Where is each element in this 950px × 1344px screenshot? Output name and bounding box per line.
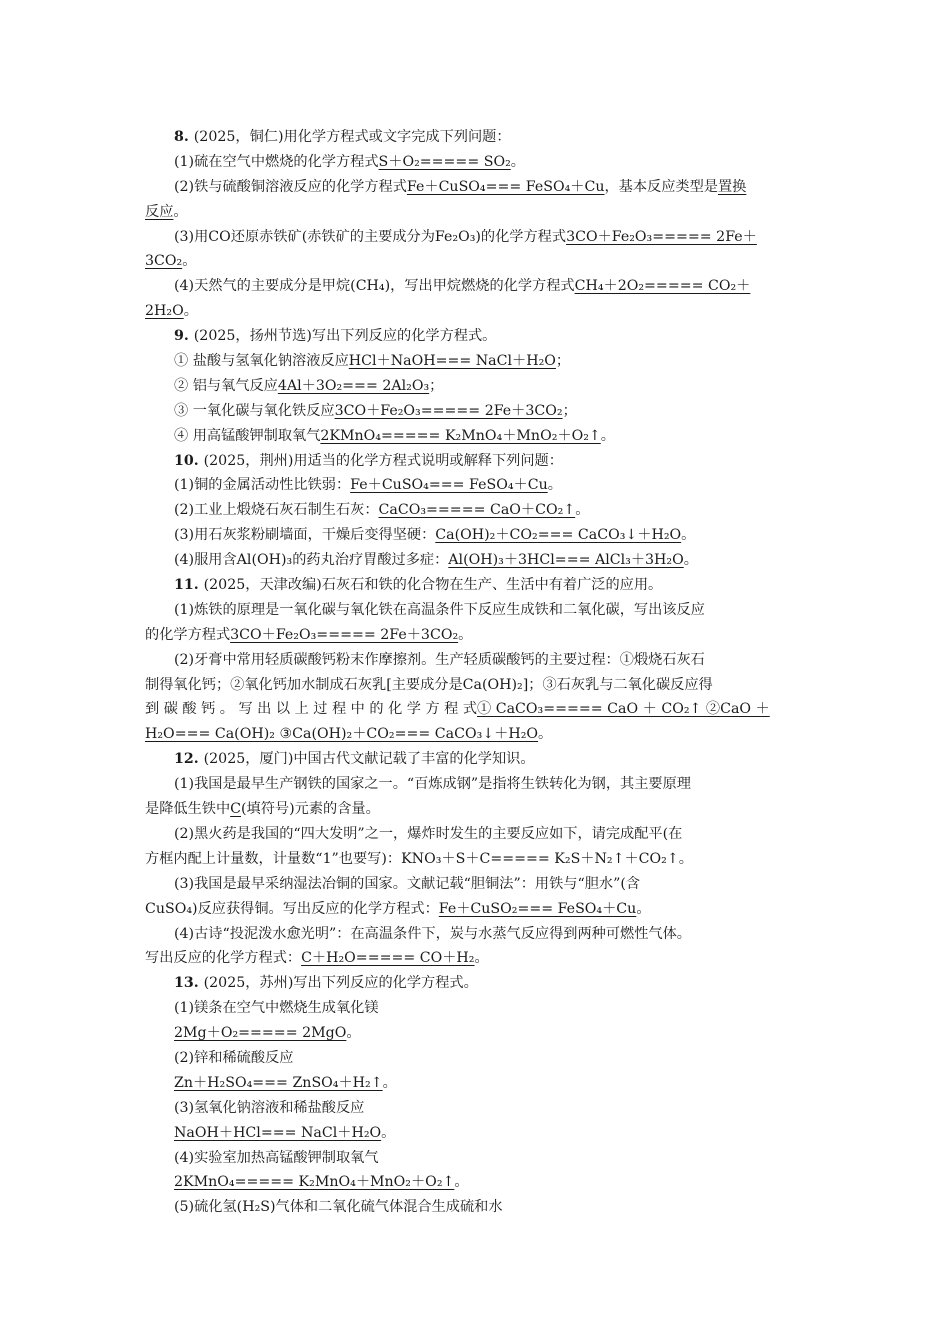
trailing-text: 。 — [382, 1074, 397, 1091]
question-text: (2)牙膏中常用轻质碳酸钙粉末作摩擦剂。生产轻质碳酸钙的主要过程：①煅烧石灰石 — [174, 651, 705, 668]
text-line — [145, 548, 807, 573]
question-number: 13. — [174, 975, 204, 992]
question-number: 9. — [174, 328, 194, 345]
answer-text: 4Al＋3O₂=== 2Al₂O₃ — [277, 377, 430, 394]
question-text: ③ 一氧化碳与氧化铁反应 — [174, 402, 335, 419]
text-line — [145, 449, 807, 474]
text-line — [145, 523, 807, 548]
question-text: 写出反应的化学方程式： — [145, 950, 302, 967]
text-line — [145, 946, 807, 971]
question-text: 是降低生铁中 — [145, 801, 231, 818]
text-line — [145, 648, 807, 673]
answer-text: S＋O₂===== SO₂ — [378, 153, 511, 170]
trailing-text: 。 — [458, 626, 473, 643]
question-number: 8. — [174, 129, 194, 145]
question-text: (2)黑火药是我国的“四大发明”之一，爆炸时发生的主要反应如下，请完成配平(在 — [174, 825, 683, 842]
question-text: (2025，扬州节选)写出下列反应的化学方程式。 — [193, 328, 497, 345]
question-text: 到 碳 酸 钙 。 写 出 以 上 过 程 中 的 化 学 方 程 式 — [145, 701, 478, 718]
trailing-text: 。 — [538, 726, 553, 743]
question-text: (1)硫在空气中燃烧的化学方程式 — [174, 153, 379, 170]
text-line — [145, 847, 807, 872]
answer-text: Fe＋CuSO₄=== FeSO₄＋Cu — [350, 477, 548, 494]
text-line — [145, 747, 807, 772]
text-line — [145, 349, 807, 374]
question-text: 的化学方程式 — [145, 626, 231, 643]
answer-text: 3CO＋Fe₂O₃===== 2Fe＋3CO₂ — [230, 626, 459, 643]
answer-text: ① CaCO₃===== CaO ＋ CO₂↑ ②CaO ＋ — [477, 701, 770, 718]
question-text: (3)我国是最早采纳湿法冶铜的国家。文献记载“胆铜法”：用铁与“胆水”(含 — [174, 875, 641, 892]
text-line — [145, 399, 807, 424]
text-line — [145, 249, 807, 274]
answer-text: HCl＋NaOH=== NaCl＋H₂O — [348, 353, 556, 370]
answer-text: 2KMnO₄===== K₂MnO₄＋MnO₂＋O₂↑ — [174, 1174, 455, 1191]
text-line — [145, 722, 807, 747]
trailing-text: 。 — [346, 1025, 361, 1042]
trailing-text: 。 — [600, 427, 615, 444]
text-line — [145, 150, 807, 175]
text-line — [145, 573, 807, 598]
question-number: 11. — [174, 577, 204, 594]
answer-text: 反应 — [145, 203, 174, 220]
question-text: 方框内配上计量数，计量数“1”也要写)：KNO₃＋S＋C===== K₂S＋N₂↑＋CO₂↑。 — [145, 850, 693, 867]
text-line — [145, 200, 807, 225]
question-text: (2)锌和稀硫酸反应 — [174, 1049, 294, 1066]
text-line — [145, 872, 807, 897]
text-line — [145, 125, 807, 150]
question-text: 制得氧化钙；②氧化钙加水制成石灰乳[主要成分是Ca(OH)₂]；③石灰乳与二氧化碳反应得 — [145, 676, 713, 693]
text-line — [145, 797, 807, 822]
question-text: (1)炼铁的原理是一氧化碳与氧化铁在高温条件下反应生成铁和二氧化碳，写出该反应 — [174, 601, 705, 618]
answer-text: 3CO₂ — [145, 253, 183, 270]
trailing-text: 。 — [173, 203, 188, 220]
question-text: (4)服用含Al(OH)₃的药丸治疗胃酸过多症： — [174, 552, 449, 569]
answer-text: NaOH＋HCl=== NaCl＋H₂O — [174, 1124, 382, 1141]
question-text: ① 盐酸与氢氧化钠溶液反应 — [174, 353, 349, 370]
answer-text: 2Mg＋O₂===== 2MgO — [174, 1025, 347, 1042]
text-line — [145, 324, 807, 349]
answer-text: 置换 — [717, 178, 747, 195]
trailing-text: 。 — [681, 527, 696, 544]
text-line — [145, 374, 807, 399]
trailing-text: 。 — [381, 1124, 396, 1141]
text-line — [145, 623, 807, 648]
question-text: ④ 用高锰酸钾制取氧气 — [174, 427, 321, 444]
text-line — [145, 299, 807, 324]
text-line — [145, 897, 807, 922]
answer-text: C＋H₂O===== CO＋H₂ — [301, 950, 475, 967]
question-text: (2)工业上煅烧石灰石制生石灰： — [174, 502, 379, 519]
text-line — [145, 498, 807, 523]
question-text: ② 铝与氧气反应 — [174, 377, 278, 394]
trailing-text: ； — [555, 353, 571, 370]
text-line — [145, 274, 807, 299]
trailing-text: 。 — [510, 153, 525, 170]
text-line — [145, 473, 807, 498]
answer-text: C — [230, 801, 241, 818]
trailing-text: (填符号)元素的含量。 — [241, 801, 380, 818]
answer-text: Ca(OH)₂＋CO₂=== CaCO₃↓＋H₂O — [435, 527, 682, 544]
text-line — [145, 971, 807, 996]
answer-text: 3CO＋Fe₂O₃===== 2Fe＋ — [566, 228, 757, 245]
question-text: (2)铁与硫酸铜溶液反应的化学方程式 — [174, 178, 407, 195]
question-text: (4)实验室加热高锰酸钾制取氧气 — [174, 1149, 379, 1166]
question-number: 12. — [174, 751, 204, 768]
trailing-text: 。 — [474, 950, 489, 967]
trailing-text: 。 — [454, 1174, 469, 1191]
text-line — [145, 996, 807, 1021]
answer-text: Zn＋H₂SO₄=== ZnSO₄＋H₂↑ — [174, 1074, 383, 1091]
question-text: (3)氢氧化钠溶液和稀盐酸反应 — [174, 1099, 365, 1116]
text-line — [145, 424, 807, 449]
question-text: (1)镁条在空气中燃烧生成氧化镁 — [174, 1000, 379, 1017]
question-text: (1)铜的金属活动性比铁弱： — [174, 477, 351, 494]
trailing-text: 。 — [683, 552, 698, 569]
question-text: CuSO₄)反应获得铜。写出反应的化学方程式： — [145, 900, 439, 917]
question-text: (4)古诗“投泥泼水愈光明”：在高温条件下，炭与水蒸气反应得到两种可燃性气体。 — [174, 925, 691, 942]
text-line — [145, 1195, 807, 1220]
text-line — [145, 598, 807, 623]
text-line — [145, 1121, 807, 1146]
text-line — [145, 697, 807, 722]
trailing-text: ，基本反应类型是 — [604, 178, 718, 195]
text-line — [145, 1021, 807, 1046]
question-text: (2025，厦门)中国古代文献记载了丰富的化学知识。 — [203, 751, 535, 768]
text-line — [145, 922, 807, 947]
answer-text: 3CO＋Fe₂O₃===== 2Fe＋3CO₂ — [334, 402, 563, 419]
question-text: (3)用CO还原赤铁矿(赤铁矿的主要成分为Fe₂O₃)的化学方程式 — [174, 228, 567, 245]
answer-text: CaCO₃===== CaO＋CO₂↑ — [378, 502, 576, 519]
answer-text: Fe＋CuSO₂=== FeSO₄＋Cu — [438, 900, 637, 917]
answer-text: Fe＋CuSO₄=== FeSO₄＋Cu — [406, 178, 605, 195]
question-text: (2025，荆州)用适当的化学方程式说明或解释下列问题： — [203, 452, 563, 469]
trailing-text: ； — [562, 402, 577, 419]
text-line — [145, 1071, 807, 1096]
trailing-text: 。 — [575, 502, 590, 519]
question-text: (2025，铜仁)用化学方程式或文字完成下列问题： — [193, 129, 511, 145]
answer-text: CH₄＋2O₂===== CO₂＋ — [574, 278, 751, 295]
question-number: 10. — [174, 452, 204, 469]
question-text: (4)天然气的主要成分是甲烷(CH₄)，写出甲烷燃烧的化学方程式 — [174, 278, 575, 295]
trailing-text: ； — [429, 377, 444, 394]
answer-text: 2H₂O — [145, 303, 184, 320]
text-line — [145, 1146, 807, 1171]
question-text: (3)用石灰浆粉刷墙面，干燥后变得坚硬： — [174, 527, 436, 544]
text-line — [145, 1170, 807, 1195]
text-line — [145, 225, 807, 250]
question-text: (5)硫化氢(H₂S)气体和二氧化硫气体混合生成硫和水 — [174, 1199, 503, 1216]
text-line — [145, 1096, 807, 1121]
text-line — [145, 175, 807, 200]
question-text: (2025，天津改编)石灰石和铁的化合物在生产、生活中有着广泛的应用。 — [203, 577, 663, 594]
trailing-text: 。 — [636, 900, 651, 917]
trailing-text: 。 — [547, 477, 562, 494]
trailing-text: 。 — [182, 253, 197, 270]
text-line — [145, 822, 807, 847]
document-body — [145, 125, 807, 1220]
text-line — [145, 1046, 807, 1071]
question-text: (1)我国是最早生产钢铁的国家之一。“百炼成钢”是指将生铁转化为钢，其主要原理 — [174, 776, 691, 793]
question-text: (2025，苏州)写出下列反应的化学方程式。 — [203, 975, 478, 992]
text-line — [145, 772, 807, 797]
answer-text: 2KMnO₄===== K₂MnO₄＋MnO₂＋O₂↑ — [320, 427, 601, 444]
trailing-text: 。 — [183, 303, 198, 320]
answer-text: H₂O=== Ca(OH)₂ ③Ca(OH)₂＋CO₂=== CaCO₃↓＋H₂O — [145, 726, 539, 743]
text-line — [145, 673, 807, 698]
answer-text: Al(OH)₃＋3HCl=== AlCl₃＋3H₂O — [448, 552, 684, 569]
